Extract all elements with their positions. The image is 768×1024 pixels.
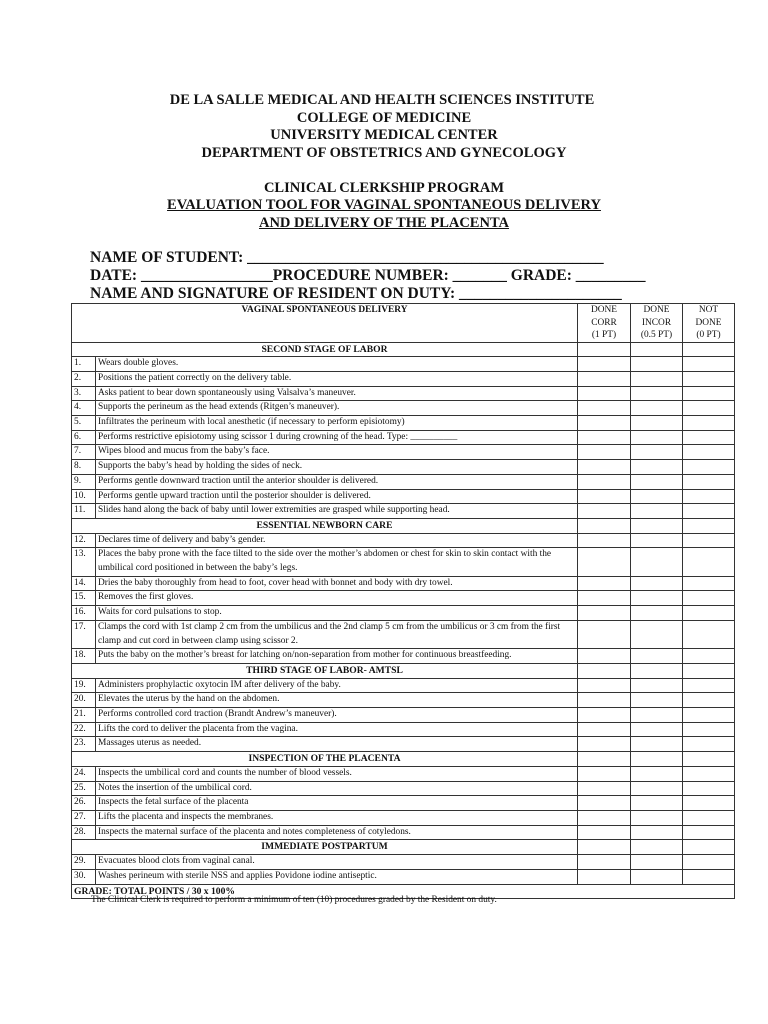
table-row [72,371,735,386]
score-checkbox-cell[interactable] [578,766,631,781]
score-checkbox-cell[interactable] [631,460,683,475]
score-checkbox-cell[interactable] [578,855,631,870]
score-checkbox-cell[interactable] [683,693,735,708]
score-checkbox-cell[interactable] [578,489,631,504]
score-checkbox-cell[interactable] [683,533,735,548]
item-text: Performs gentle upward traction until the posterior shoulder is delivered. [96,489,578,504]
score-checkbox-cell[interactable] [578,620,631,648]
score-checkbox-cell[interactable] [631,825,683,840]
table-row [72,811,735,826]
table-row [72,722,735,737]
score-checkbox-cell[interactable] [683,504,735,519]
score-cell [683,342,735,357]
score-checkbox-cell[interactable] [631,445,683,460]
score-checkbox-cell[interactable] [631,649,683,664]
resident-signature-field[interactable]: NAME AND SIGNATURE OF RESIDENT ON DUTY: _____________________ [90,285,622,302]
score-checkbox-cell[interactable] [683,371,735,386]
section-row [72,342,735,357]
department-name: DEPARTMENT OF OBSTETRICS AND GYNECOLOGY [201,145,567,161]
item-number: 9. [72,474,96,489]
score-checkbox-cell[interactable] [683,722,735,737]
item-number: 12. [72,533,96,548]
score-checkbox-cell[interactable] [683,620,735,648]
item-text: Slides hand along the back of baby until lower extremities are grasped while supporting head. [96,504,578,519]
score-checkbox-cell[interactable] [631,708,683,723]
item-text: Infiltrates the perineum with local anesthetic (if necessary to perform episiotomy) [96,416,578,431]
program-name: CLINICAL CLERKSHIP PROGRAM [263,180,505,196]
item-number: 14. [72,576,96,591]
score-checkbox-cell[interactable] [578,649,631,664]
item-number: 16. [72,606,96,621]
item-number: 17. [72,620,96,648]
date-procedure-grade-field[interactable]: DATE: _________________PROCEDURE NUMBER: _______ GRADE: _________ [90,267,646,284]
item-text: Removes the first gloves. [96,591,578,606]
score-checkbox-cell[interactable] [578,781,631,796]
score-checkbox-cell[interactable] [683,606,735,621]
item-text: Inspects the fetal surface of the placenta [96,796,578,811]
evaluation-title-line-1: EVALUATION TOOL FOR VAGINAL SPONTANEOUS DELIVERY [167,197,601,213]
item-number: 8. [72,460,96,475]
table-row [72,474,735,489]
item-text: Performs restrictive episiotomy using scissor 1 during crowning of the head. Type: __________ [96,430,578,445]
table-row [72,708,735,723]
item-number: 22. [72,722,96,737]
score-checkbox-cell[interactable] [631,811,683,826]
score-cell [578,518,631,533]
section-row [72,840,735,855]
score-checkbox-cell[interactable] [578,825,631,840]
item-text: Administers prophylactic oxytocin IM after delivery of the baby. [96,678,578,693]
item-text: Waits for cord pulsations to stop. [96,606,578,621]
score-cell [578,840,631,855]
score-checkbox-cell[interactable] [631,386,683,401]
item-text: Wipes blood and mucus from the baby’s face. [96,445,578,460]
item-text: Asks patient to bear down spontaneously using Valsalva’s maneuver. [96,386,578,401]
table-row [72,855,735,870]
score-checkbox-cell[interactable] [631,737,683,752]
score-cell [683,663,735,678]
item-number: 30. [72,869,96,884]
item-number: 29. [72,855,96,870]
score-checkbox-cell[interactable] [683,678,735,693]
college-name: COLLEGE OF MEDICINE [296,110,472,126]
section-title: INSPECTION OF THE PLACENTA [72,752,578,767]
score-checkbox-cell[interactable] [578,401,631,416]
score-cell [683,840,735,855]
score-checkbox-cell[interactable] [683,591,735,606]
score-checkbox-cell[interactable] [683,649,735,664]
institute-name: DE LA SALLE MEDICAL AND HEALTH SCIENCES INSTITUTE [169,92,595,108]
score-checkbox-cell[interactable] [631,548,683,576]
score-checkbox-cell[interactable] [683,781,735,796]
table-title: VAGINAL SPONTANEOUS DELIVERY [72,304,578,343]
score-cell [683,518,735,533]
item-text: Inspects the maternal surface of the placenta and notes completeness of cotyledons. [96,825,578,840]
score-checkbox-cell[interactable] [683,708,735,723]
score-checkbox-cell[interactable] [578,678,631,693]
table-row [72,781,735,796]
table-row [72,678,735,693]
score-checkbox-cell[interactable] [578,533,631,548]
score-checkbox-cell[interactable] [578,576,631,591]
item-number: 4. [72,401,96,416]
score-checkbox-cell[interactable] [631,401,683,416]
score-checkbox-cell[interactable] [683,430,735,445]
score-checkbox-cell[interactable] [683,855,735,870]
score-cell [631,342,683,357]
score-checkbox-cell[interactable] [631,504,683,519]
item-number: 24. [72,766,96,781]
score-checkbox-cell[interactable] [578,708,631,723]
section-row [72,752,735,767]
score-checkbox-cell[interactable] [631,357,683,372]
score-checkbox-cell[interactable] [578,445,631,460]
item-number: 6. [72,430,96,445]
score-checkbox-cell[interactable] [631,606,683,621]
item-number: 10. [72,489,96,504]
score-checkbox-cell[interactable] [631,781,683,796]
score-cell [578,663,631,678]
item-number: 15. [72,591,96,606]
score-checkbox-cell[interactable] [683,386,735,401]
score-checkbox-cell[interactable] [578,811,631,826]
score-checkbox-cell[interactable] [578,386,631,401]
section-title: IMMEDIATE POSTPARTUM [72,840,578,855]
table-row [72,825,735,840]
score-checkbox-cell[interactable] [578,371,631,386]
score-checkbox-cell[interactable] [683,811,735,826]
table-row [72,620,735,648]
item-text: Elevates the uterus by the hand on the abdomen. [96,693,578,708]
score-checkbox-cell[interactable] [631,678,683,693]
score-checkbox-cell[interactable] [683,766,735,781]
score-checkbox-cell[interactable] [683,825,735,840]
item-text: Lifts the placenta and inspects the membranes. [96,811,578,826]
score-checkbox-cell[interactable] [683,416,735,431]
student-info-fields [90,249,730,303]
item-number: 11. [72,504,96,519]
score-cell [631,752,683,767]
item-text: Declares time of delivery and baby’s gender. [96,533,578,548]
table-row [72,796,735,811]
table-row [72,445,735,460]
item-text: Clamps the cord with 1st clamp 2 cm from the umbilicus and the 2nd clamp 5 cm from the umbilicus or 3 cm from the first clamp and cut cord in between clamp using scissor 2. [96,620,578,648]
score-checkbox-cell[interactable] [631,766,683,781]
table-row [72,357,735,372]
evaluation-table [71,303,735,899]
col-done-correct: DONE CORR (1 PT) [578,304,631,343]
center-name: UNIVERSITY MEDICAL CENTER [270,127,498,143]
item-text: Positions the patient correctly on the delivery table. [96,371,578,386]
score-checkbox-cell[interactable] [631,576,683,591]
score-checkbox-cell[interactable] [578,693,631,708]
item-number: 25. [72,781,96,796]
student-name-field[interactable]: NAME OF STUDENT: ______________________________________________ [90,249,604,266]
score-checkbox-cell[interactable] [683,460,735,475]
table-row [72,766,735,781]
col-not-done: NOT DONE (0 PT) [683,304,735,343]
score-cell [578,752,631,767]
section-row [72,518,735,533]
table-row [72,460,735,475]
score-checkbox-cell[interactable] [631,620,683,648]
table-row [72,548,735,576]
score-cell [683,752,735,767]
score-checkbox-cell[interactable] [578,357,631,372]
score-checkbox-cell[interactable] [578,737,631,752]
score-cell [631,518,683,533]
section-title: SECOND STAGE OF LABOR [72,342,578,357]
score-checkbox-cell[interactable] [631,474,683,489]
table-row [72,430,735,445]
score-checkbox-cell[interactable] [578,606,631,621]
score-checkbox-cell[interactable] [631,489,683,504]
item-text: Massages uterus as needed. [96,737,578,752]
item-text: Inspects the umbilical cord and counts the number of blood vessels. [96,766,578,781]
score-checkbox-cell[interactable] [683,869,735,884]
item-text: Washes perineum with sterile NSS and applies Povidone iodine antiseptic. [96,869,578,884]
score-checkbox-cell[interactable] [683,474,735,489]
score-checkbox-cell[interactable] [683,576,735,591]
item-number: 20. [72,693,96,708]
score-checkbox-cell[interactable] [578,548,631,576]
item-text: Puts the baby on the mother’s breast for latching on/non-separation from mother for continuous breastfeeding. [96,649,578,664]
table-row [72,489,735,504]
section-title: ESSENTIAL NEWBORN CARE [72,518,578,533]
score-checkbox-cell[interactable] [578,869,631,884]
col-done-incorrect: DONE INCOR (0.5 PT) [631,304,683,343]
score-checkbox-cell[interactable] [578,591,631,606]
score-checkbox-cell[interactable] [631,796,683,811]
item-text: Notes the insertion of the umbilical cord. [96,781,578,796]
item-number: 23. [72,737,96,752]
table-row [72,386,735,401]
table-row [72,504,735,519]
item-text: Places the baby prone with the face tilted to the side over the mother’s abdomen or chest for skin to skin contact with the umbilical cord positioned in between the baby’s legs. [96,548,578,576]
item-number: 3. [72,386,96,401]
table-row [72,591,735,606]
score-cell [578,342,631,357]
score-checkbox-cell[interactable] [631,869,683,884]
item-text: Lifts the cord to deliver the placenta from the vagina. [96,722,578,737]
footer-note: The Clinical Clerk is required to perform a minimum of ten (10) procedures graded by the Resident on duty. [91,895,497,905]
item-number: 13. [72,548,96,576]
item-number: 21. [72,708,96,723]
item-text: Supports the baby’s head by holding the sides of neck. [96,460,578,475]
score-checkbox-cell[interactable] [683,489,735,504]
score-checkbox-cell[interactable] [631,416,683,431]
score-checkbox-cell[interactable] [683,548,735,576]
item-number: 5. [72,416,96,431]
item-text: Supports the perineum as the head extends (Ritgen’s maneuver). [96,401,578,416]
table-row [72,869,735,884]
item-number: 28. [72,825,96,840]
table-row [72,533,735,548]
score-checkbox-cell[interactable] [578,796,631,811]
score-checkbox-cell[interactable] [683,737,735,752]
item-number: 1. [72,357,96,372]
score-checkbox-cell[interactable] [631,430,683,445]
item-text: Performs gentle downward traction until the anterior shoulder is delivered. [96,474,578,489]
item-text: Wears double gloves. [96,357,578,372]
score-checkbox-cell[interactable] [683,445,735,460]
score-checkbox-cell[interactable] [683,357,735,372]
score-checkbox-cell[interactable] [578,430,631,445]
table-row [72,401,735,416]
item-number: 19. [72,678,96,693]
table-row [72,416,735,431]
grade-label: GRADE: TOTAL POINTS / 30 x 100% [72,884,735,899]
section-title: THIRD STAGE OF LABOR- AMTSL [72,663,578,678]
score-cell [631,840,683,855]
score-checkbox-cell[interactable] [578,416,631,431]
score-checkbox-cell[interactable] [578,504,631,519]
score-checkbox-cell[interactable] [578,722,631,737]
item-text: Dries the baby thoroughly from head to foot, cover head with bonnet and body with dry towel. [96,576,578,591]
score-checkbox-cell[interactable] [631,855,683,870]
score-checkbox-cell[interactable] [631,591,683,606]
item-text: Performs controlled cord traction (Brandt Andrew’s maneuver). [96,708,578,723]
item-number: 18. [72,649,96,664]
score-checkbox-cell[interactable] [631,533,683,548]
table-header-row [72,304,735,343]
item-text: Evacuates blood clots from vaginal canal. [96,855,578,870]
table-row [72,737,735,752]
score-checkbox-cell[interactable] [683,796,735,811]
evaluation-title-line-2: AND DELIVERY OF THE PLACENTA [258,215,510,231]
score-cell [631,663,683,678]
score-checkbox-cell[interactable] [631,693,683,708]
score-checkbox-cell[interactable] [578,460,631,475]
table-row [72,606,735,621]
item-number: 26. [72,796,96,811]
score-checkbox-cell[interactable] [631,722,683,737]
item-number: 27. [72,811,96,826]
score-checkbox-cell[interactable] [578,474,631,489]
item-number: 7. [72,445,96,460]
table-row [72,649,735,664]
item-number: 2. [72,371,96,386]
section-row [72,663,735,678]
table-row [72,693,735,708]
score-checkbox-cell[interactable] [631,371,683,386]
score-checkbox-cell[interactable] [683,401,735,416]
table-row [72,576,735,591]
